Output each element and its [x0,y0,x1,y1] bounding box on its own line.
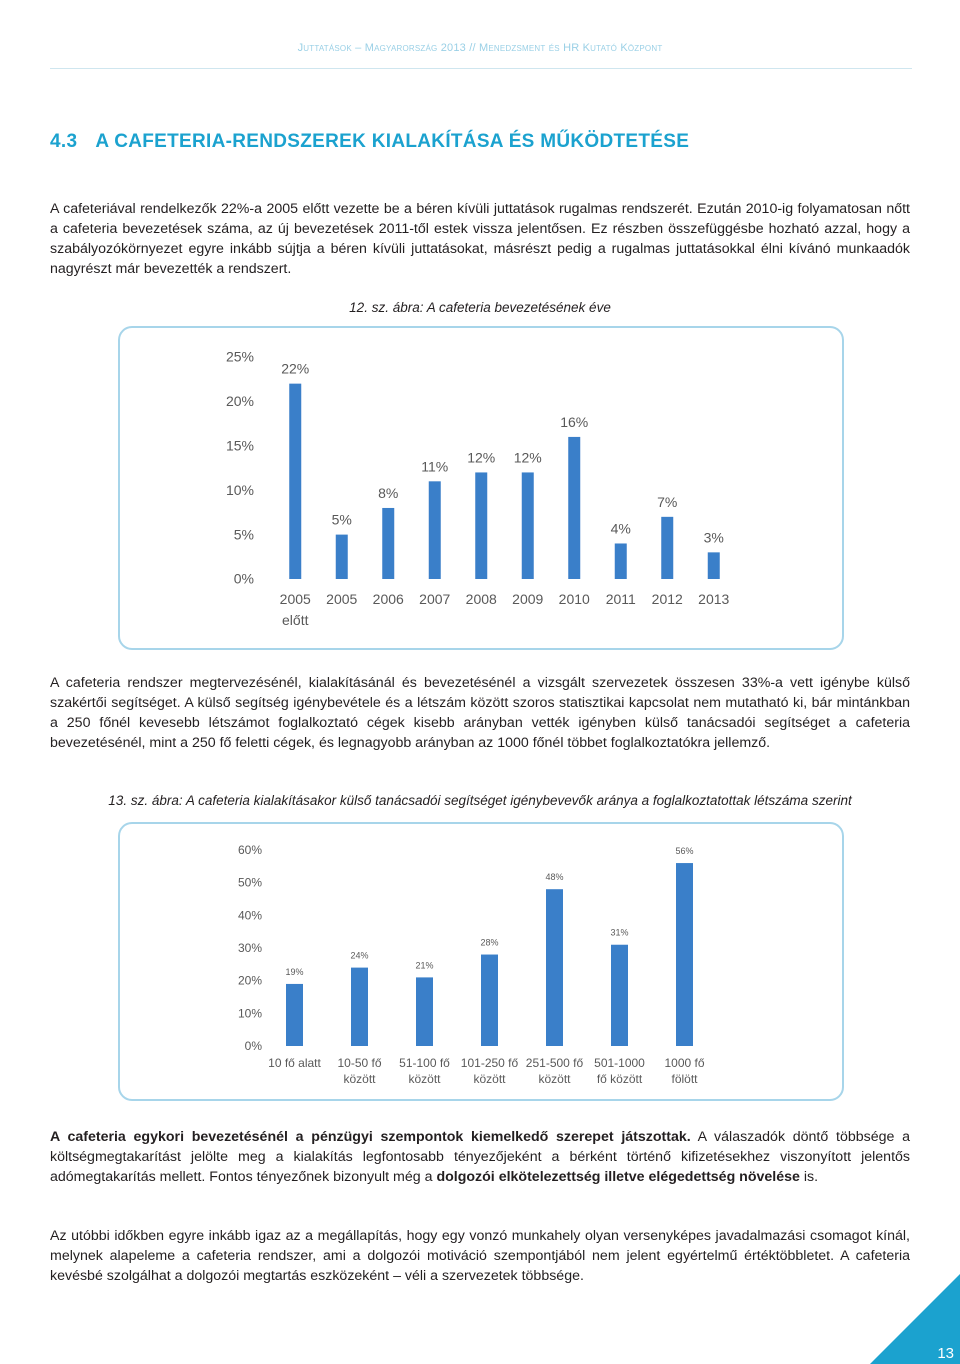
y-tick-label: 0% [244,1039,262,1053]
bar [475,472,487,579]
y-tick-label: 20% [237,973,262,988]
bar [568,437,580,579]
x-tick-label: között [538,1072,571,1086]
paragraph-attractive-workplace: Az utóbbi időkben egyre inkább igaz az a megállapítás, hogy egy vonzó munkahely olyan versenyképes javadalmazási csomagot kínál, melynek alapeleme a cafeteria rendszer, ami a dolgozói motiváció szempontjából nem jelent egyértelmű értéktöbbletet. A cafeteria kevésbé szolgálhat a dolgozói megtartás eszközeként – véli a szervezetek többsége. [50,1228,910,1284]
x-tick-label: 2007 [419,591,451,607]
running-header: Juttatások – Magyarország 2013 // Menedzsment és HR Kutató Központ [297,42,663,54]
section-heading [50,131,689,153]
x-tick-label: 251-500 fő [525,1056,584,1070]
y-tick-label: 40% [237,908,262,923]
paragraph-intro: A cafeteriával rendelkezők 22%-a 2005 előtt vezette be a béren kívüli juttatások rugalmas rendszerét. Ezután 2010-ig folyamatosan nőtt a cafeteria bevezetések száma, az új bevezetések 2011-től estek vissza jelentősen. Ez részben összefüggésbe hozható azzal, hogy a szabályozókörnyezet egyre inkább sújtja a béren kívüli juttatásokat, másrészt pedig a rugalmas juttatásokkal élni kívánó munkaadók nagyrészt már bevezették a rendszert. [50,201,910,277]
x-tick-label: 51-100 fő [399,1056,450,1070]
x-tick-label: 10-50 fő [337,1056,382,1070]
bar [611,945,628,1046]
bar [676,863,693,1046]
bar [429,481,441,579]
y-tick-label: 10% [237,1006,262,1021]
bar [286,984,303,1046]
bar [708,552,720,579]
section-number: 4.3 [50,131,78,152]
figure-13-caption: 13. sz. ábra: A cafeteria kialakításakor külső tanácsadói segítséget igénybevevők aránya a foglalkoztatottak létszáma szerint [108,793,852,808]
data-label: 3% [703,529,724,546]
y-tick-label: 30% [237,941,262,955]
x-tick-label: 2008 [465,591,497,607]
bar [416,977,433,1046]
data-label: 16% [560,413,589,430]
x-tick-label: 101-250 fő [460,1056,519,1070]
data-label: 48% [545,872,564,883]
y-tick-label: 25% [225,348,254,365]
chart-external-help-by-size [118,822,844,1101]
y-tick-label: 15% [225,437,254,454]
paragraph-financial-bold-intro: A cafeteria egykori bevezetésénél a pénzügyi szempontok kiemelkedő szerepet játszottak. [50,1129,691,1145]
bar [351,968,368,1046]
paragraph-external-help: A cafeteria rendszer megtervezésénél, kialakításánál és bevezetésénél a vizsgált szervezetek összesen 33%-a vett igénybe külső szakértői segítséget. A külső segítség igénybevétele és a létszám között szoros statisztikai kapcsolat nem mutatható ki, bár mintánkban a 250 főnél kevesebb létszámot foglalkoztató cégek kisebb arányban vették igényben külső tanácsadói segítséget a cafeteria bevezetésénél, mint a 250 fő feletti cégek, és legnagyobb arányban az 1000 főnél többet foglalkoztatókra jellemző. [50,675,910,751]
data-label: 11% [421,458,449,475]
x-tick-label: fő között [596,1072,643,1086]
data-label: 7% [657,493,678,510]
x-tick-label: 2013 [698,591,730,607]
data-label: 12% [467,449,496,466]
y-tick-label: 20% [225,393,254,410]
data-label: 4% [610,520,631,537]
x-tick-label: 2005 [326,591,358,607]
paragraph-financial-text-a: A válaszadók döntő többsége a költségmegtakarítást jelölte meg a kialakítás legfontosabb tényezőjeként a bérként történő kifizetésekhez viszonyított jelentős adómegtakarítás mellett. Fontos tényezőnek bizonyult még a [50,1129,910,1185]
data-label: 24% [350,950,369,961]
header-divider [50,68,912,69]
data-label: 5% [331,511,352,528]
x-tick-label: 2011 [605,591,636,607]
x-tick-label: 10 fő alatt [268,1056,321,1070]
bar [382,508,394,579]
bar [522,472,534,579]
x-tick-label: 2012 [651,591,683,607]
x-tick-label: 2005 [279,591,311,607]
bar [661,517,673,579]
bar [336,535,348,579]
y-tick-label: 0% [233,570,254,587]
figure-12-caption: 12. sz. ábra: A cafeteria bevezetésének éve [349,300,611,315]
x-tick-label: 1000 fő [664,1056,705,1070]
data-label: 31% [610,927,629,938]
x-tick-label: között [343,1072,376,1086]
data-label: 28% [480,937,499,948]
chart-introduction-year-svg [120,328,842,648]
paragraph-financial-text-b: is. [799,1169,819,1185]
paragraph-financial [50,1127,910,1187]
paragraph-financial-bold-mid: dolgozói elkötelezettség illetve elégedettség növelése [436,1169,800,1185]
data-label: 21% [415,960,434,971]
page-number: 13 [937,1345,954,1362]
x-tick-label: 2010 [558,591,590,607]
x-tick-label: fölött [671,1072,698,1086]
bar [289,384,301,579]
y-tick-label: 50% [237,875,262,890]
chart-external-help-by-size-svg [120,824,842,1099]
section-title: A CAFETERIA-RENDSZEREK KIALAKÍTÁSA ÉS MŰKÖDTETÉSE [95,131,690,152]
data-label: 56% [675,846,694,857]
data-label: 12% [513,449,542,466]
bar [546,889,563,1046]
x-tick-label: között [408,1072,441,1086]
y-tick-label: 5% [233,526,254,543]
x-tick-label: 2006 [372,591,404,607]
data-label: 8% [378,484,399,501]
x-tick-label: között [473,1072,506,1086]
chart-introduction-year [118,326,844,650]
x-tick-label: 501-1000 [594,1056,645,1070]
x-tick-label: előtt [282,612,309,628]
data-label: 19% [285,966,304,977]
bar [615,543,627,579]
x-tick-label: 2009 [512,591,544,607]
y-tick-label: 10% [225,481,254,498]
data-label: 22% [281,360,310,377]
bar [481,955,498,1046]
y-tick-label: 60% [237,843,262,857]
